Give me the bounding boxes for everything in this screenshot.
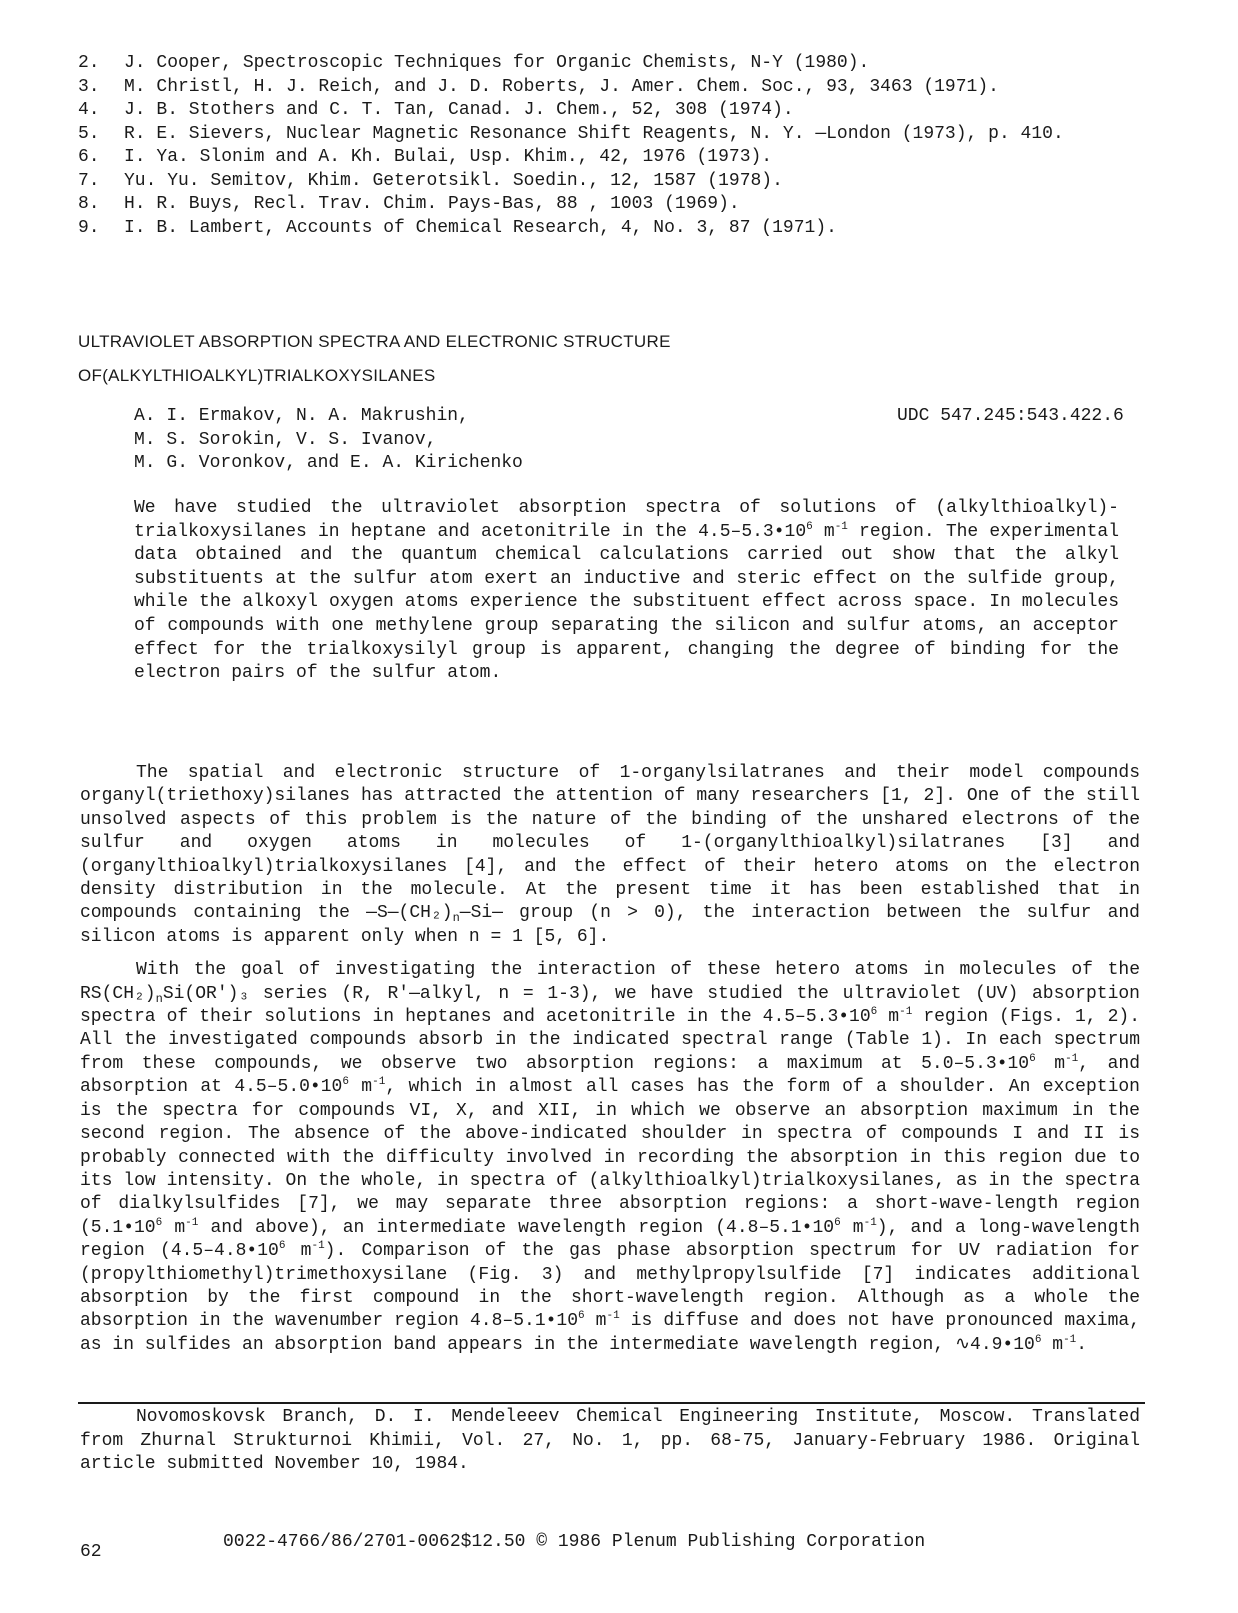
- body-text: .: [1076, 1334, 1088, 1355]
- abstract-text: We have studied the ultraviolet absorption spectra of solutions of (alkylthioalkyl)-trialkoxysilanes in heptane and acetonitrile in the 4.5–5.3•10: [134, 498, 1119, 542]
- body-text: The spatial and electronic structure of 1-organylsilatranes and their model compounds organyl(triethoxy)silanes has attracted the attention of many researchers [1, 2]. One of the still unsolved aspects of this problem is the nature of the binding of the unshared electrons of the sulfur and oxygen atoms in molecules of 1-(organylthioalkyl)silatranes [3] and (organylthioalkyl)trialkoxysilanes [4], and the effect of their hetero atoms on the electron density distribution in the molecule. At the present time it has been established that in compounds containing the —S—(CH₂): [80, 763, 1140, 924]
- reference-text: I. B. Lambert, Accounts of Chemical Research, 4, No. 3, 87 (1971).: [124, 217, 837, 238]
- abstract-text: region. The experimental data obtained and the quantum chemical calculations carried out show that the alkyl substituents at the sulfur atom exert an inductive and steric effect on the sulfide group, while the alkoxyl oxygen atoms experience the substituent effect across space. In molecules of compounds with one methylene group separating the silicon and sulfur atoms, an acceptor effect for the trialkoxysilyl group is apparent, changing the degree of binding for the electron pairs of the sulfur atom.: [134, 521, 1119, 684]
- reference-text: H. R. Buys, Recl. Trav. Chim. Pays-Bas, 88 , 1003 (1969).: [124, 194, 740, 214]
- footnote-divider: [78, 1402, 1145, 1404]
- udc-code: UDC 547.245:543.422.6: [897, 406, 1124, 426]
- body-text: region (Figs. 1, 2). All the investigated compounds absorb in the indicated spectral range (Table 1). In each spectrum from these compounds, we observe two absorption regions: a maximum at 5.0–5.3•10: [80, 1007, 1141, 1074]
- reference-number: 4.: [78, 100, 100, 120]
- reference-number: 9.: [78, 217, 100, 238]
- subscript: n: [452, 911, 460, 926]
- superscript: -1: [834, 520, 848, 533]
- article-title-line-2: OF(ALKYLTHIOALKYL)TRIALKOXYSILANES: [78, 366, 436, 385]
- body-text: With the goal of investigating the interaction of these hetero atoms in molecules of the RS(CH₂): [80, 960, 1140, 1004]
- superscript: 6: [155, 1216, 163, 1229]
- body-text: —Si— group (n > 0), the interaction between the sulfur and silicon atoms is apparent only when n = 1 [5, 6].: [80, 903, 1140, 947]
- body-text: ). Comparison of the gas phase absorption spectrum for UV radiation for (propylthiomethyl)trimethoxysilane (Fig. 3) and methylpropylsulfide [7] indicates additional absorption by the first compound in the short-wavelength region. Although as a whole the absorption in the wavenumber region 4.8–5.1•10: [80, 1241, 1140, 1332]
- reference-number: 5.: [78, 123, 100, 144]
- body-text: m: [285, 1241, 312, 1262]
- author-list: [134, 405, 523, 476]
- superscript: -1: [311, 1240, 325, 1253]
- superscript: 6: [278, 1240, 286, 1253]
- superscript: 6: [1029, 1052, 1036, 1065]
- reference-text: I. Ya. Slonim and A. Kh. Bulai, Usp. Khim., 42, 1976 (1973).: [124, 147, 773, 167]
- reference-item: [78, 123, 1178, 147]
- superscript: 6: [342, 1076, 349, 1089]
- reference-number: 6.: [78, 147, 100, 167]
- superscript: 6: [578, 1310, 585, 1323]
- reference-text: Yu. Yu. Semitov, Khim. Geterotsikl. Soedin., 12, 1587 (1978).: [124, 170, 783, 191]
- superscript: -1: [863, 1216, 877, 1229]
- author-line: M. G. Voronkov, and E. A. Kirichenko: [134, 453, 523, 473]
- page-number: 62: [80, 1542, 102, 1562]
- body-text: m: [348, 1077, 373, 1098]
- superscript: 6: [1034, 1333, 1042, 1346]
- body-text: m: [840, 1217, 864, 1238]
- superscript: 6: [806, 520, 813, 533]
- body-text: m: [877, 1007, 900, 1028]
- reference-item: [78, 52, 1178, 76]
- body-text: m: [1041, 1334, 1064, 1355]
- article-title-line-1: ULTRAVIOLET ABSORPTION SPECTRA AND ELECTRONIC STRUCTURE: [78, 332, 671, 351]
- reference-text: R. E. Sievers, Nuclear Magnetic Resonance Shift Reagents, N. Y. —London (1973), p. 410.: [124, 123, 1064, 144]
- reference-item: [78, 193, 1178, 217]
- body-text: ), and a long-wavelength region (4.5–4.8•10: [80, 1217, 1140, 1262]
- superscript: 6: [834, 1216, 841, 1229]
- superscript: -1: [185, 1216, 199, 1229]
- reference-text: M. Christl, H. J. Reich, and J. D. Roberts, J. Amer. Chem. Soc., 93, 3463 (1971).: [124, 76, 999, 97]
- body-text: , and absorption at 4.5–5.0•10: [80, 1053, 1141, 1098]
- superscript: -1: [899, 1006, 913, 1019]
- body-text: is diffuse and does not have pronounced maxima, as in sulfides an absorption band appears in the intermediate wavelength region, ∿4.9•10: [80, 1311, 1141, 1355]
- reference-number: 3.: [78, 76, 100, 97]
- reference-text: J. Cooper, Spectroscopic Techniques for Organic Chemists, N-Y (1980).: [124, 53, 870, 73]
- superscript: -1: [1063, 1333, 1077, 1346]
- reference-item: [78, 146, 1178, 170]
- superscript: -1: [1065, 1052, 1079, 1065]
- body-text: Si(OR')₃ series (R, R'—alkyl, n = 1-3), we have studied the ultraviolet (UV) absorption spectra of their solutions in heptanes and acetonitrile in the 4.5–5.3•10: [80, 983, 1140, 1028]
- article-title: [78, 325, 671, 393]
- reference-list: [78, 52, 1178, 240]
- reference-text: J. B. Stothers and C. T. Tan, Canad. J. Chem., 52, 308 (1974).: [124, 100, 794, 120]
- abstract-text: m: [812, 521, 835, 542]
- body-text: m: [162, 1217, 186, 1238]
- author-line: A. I. Ermakov, N. A. Makrushin,: [134, 406, 469, 426]
- article-body: [80, 762, 1140, 1367]
- body-text: , which in almost all cases has the form of a shoulder. An exception is the spectra for compounds VI, X, and XII, in which we observe an absorption maximum in the second region. The absence of the above-indicated shoulder in spectra of compounds I and II is probably connected with the difficulty involved in recording the absorption in this region due to its low intensity. On the whole, in spectra of (alkylthioalkyl)trialkoxysilanes, as in the spectra of dialkylsulfides [7], we may separate three absorption regions: a short-wave-length region (5.1•10: [80, 1077, 1140, 1238]
- reference-item: [78, 99, 1178, 123]
- superscript: -1: [606, 1310, 620, 1323]
- footnote: Novomoskovsk Branch, D. I. Mendeleeev Chemical Engineering Institute, Moscow. Translated from Zhurnal Strukturnoi Khimii, Vol. 27, No. 1, pp. 68-75, January-February 1986. Original article submitted November 10, 1984.: [80, 1407, 1140, 1474]
- subscript: n: [155, 991, 163, 1006]
- body-paragraph: [80, 762, 1140, 949]
- superscript: -1: [372, 1076, 386, 1089]
- reference-item: [78, 76, 1178, 100]
- reference-number: 2.: [78, 53, 100, 73]
- reference-item: [78, 170, 1178, 194]
- body-text: m: [584, 1311, 607, 1332]
- superscript: 6: [870, 1006, 878, 1019]
- abstract: [134, 497, 1119, 686]
- reference-number: 7.: [78, 170, 100, 191]
- author-line: M. S. Sorokin, V. S. Ivanov,: [134, 429, 437, 450]
- reference-number: 8.: [78, 194, 100, 214]
- copyright-line: 0022-4766/86/2701-0062$12.50 © 1986 Plenum Publishing Corporation: [223, 1532, 926, 1552]
- reference-item: [78, 217, 1178, 241]
- body-text: m: [1035, 1053, 1066, 1074]
- body-text: and above), an intermediate wavelength region (4.8–5.1•10: [198, 1217, 835, 1238]
- body-paragraph: [80, 959, 1140, 1357]
